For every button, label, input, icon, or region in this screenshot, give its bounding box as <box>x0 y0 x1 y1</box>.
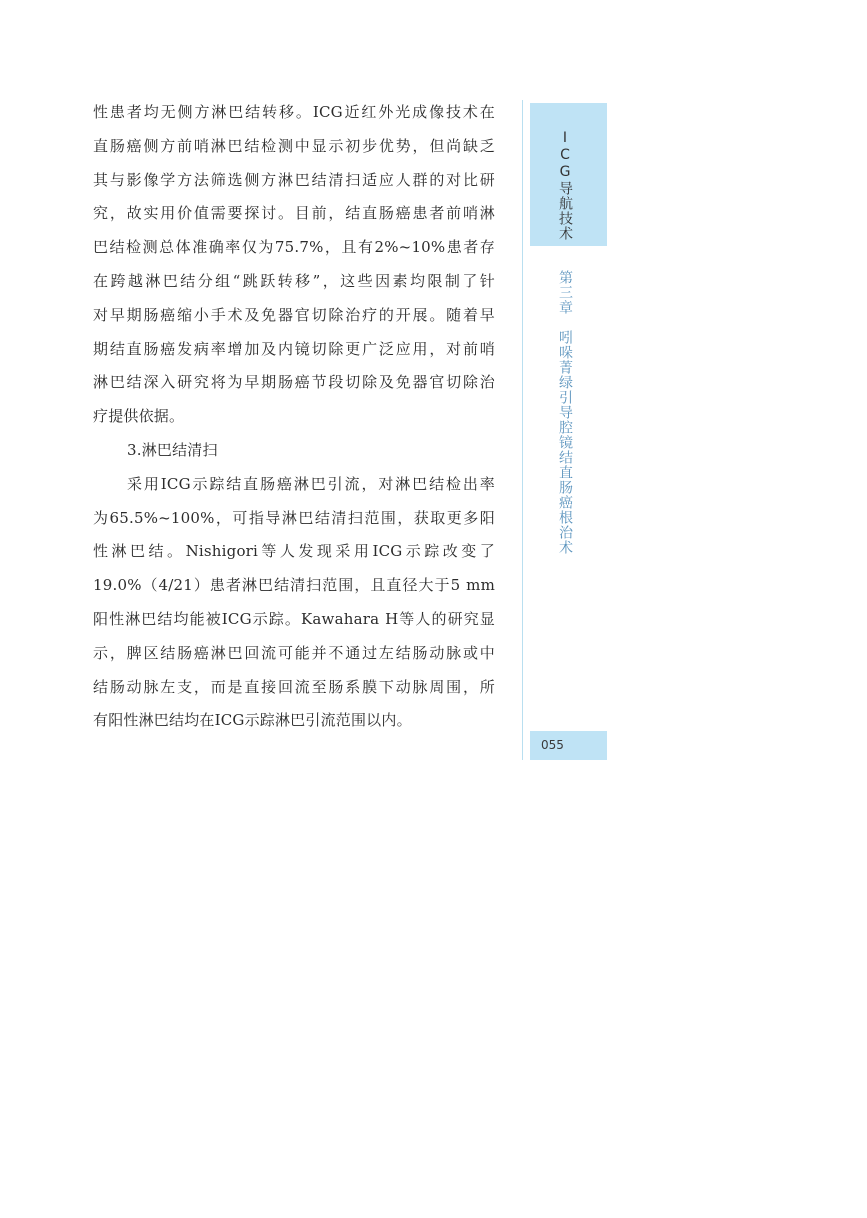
text-line: 为65.5%~100%，可指导淋巴结清扫范围，获取更多阳 <box>93 508 495 527</box>
text-line: 究，故实用价值需要探讨。目前，结直肠癌患者前哨淋 <box>93 204 495 223</box>
text-line: 淋巴结深入研究将为早期肠癌节段切除及免器官切除治 <box>93 373 495 392</box>
text-line: 示，脾区结肠癌淋巴回流可能并不通过左结肠动脉或中 <box>93 643 495 662</box>
text-line: 阳性淋巴结均能被ICG示踪。Kawahara H等人的研究显 <box>93 609 495 628</box>
page-number: 055 <box>541 738 564 752</box>
text-line: 疗提供依据。 <box>93 407 185 426</box>
text-line: 对早期肠癌缩小手术及免器官切除治疗的开展。随着早 <box>93 305 495 324</box>
text-line: 结肠动脉左支，而是直接回流至肠系膜下动脉周围，所 <box>93 677 495 696</box>
text-line: 性患者均无侧方淋巴结转移。ICG近红外光成像技术在 <box>93 103 495 121</box>
text-line: 其与影像学方法筛选侧方淋巴结清扫适应人群的对比研 <box>93 170 495 189</box>
text-line: 采用ICG示踪结直肠癌淋巴引流，对淋巴结检出率 <box>127 474 495 493</box>
text-line: 有阳性淋巴结均在ICG示踪淋巴引流范围以内。 <box>93 711 412 730</box>
margin-divider <box>522 100 523 760</box>
body-text <box>93 96 495 738</box>
text-line: 在跨越淋巴结分组“跳跃转移”，这些因素均限制了针 <box>93 271 495 290</box>
text-line: 性淋巴结。Nishigori等人发现采用ICG示踪改变了 <box>93 542 495 561</box>
text-line: 直肠癌侧方前哨淋巴结检测中显示初步优势，但尚缺乏 <box>93 136 495 155</box>
text-line: 巴结检测总体准确率仅为75.7%，且有2%~10%患者存 <box>93 238 495 257</box>
chapter-title: 第三章 吲哚菁绿引导腔镜结直肠癌根治术 <box>557 270 573 555</box>
text-line: 期结直肠癌发病率增加及内镜切除更广泛应用，对前哨 <box>93 339 495 358</box>
section-heading: 3.淋巴结清扫 <box>127 440 218 459</box>
section-title: ICG导航技术 <box>557 130 573 241</box>
text-line: 19.0%（4/21）患者淋巴结清扫范围，且直径大于5 mm <box>93 576 495 595</box>
